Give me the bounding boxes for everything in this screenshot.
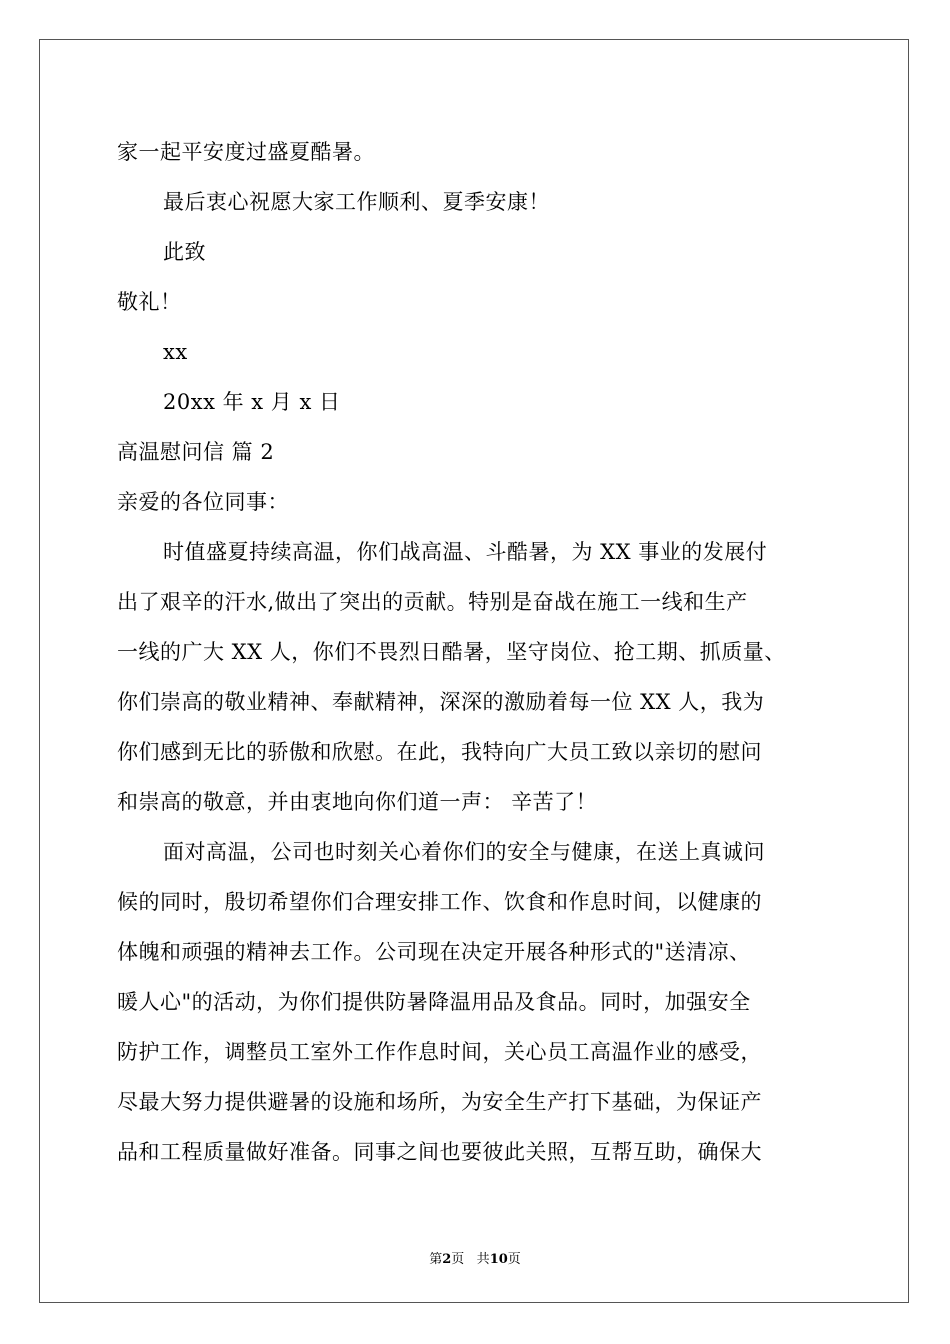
- text-line: 防护工作，调整员工室外工作作息时间，关心员工高温作业的感受，: [117, 1040, 762, 1064]
- text-line: 暖人心"的活动，为你们提供防暑降温用品及食品。同时，加强安全: [117, 990, 751, 1014]
- text-line: 你们感到无比的骄傲和欣慰。在此，我特向广大员工致以亲切的慰问: [117, 740, 762, 764]
- text-line: 尽最大努力提供避暑的设施和场所，为安全生产打下基础，为保证产: [117, 1090, 762, 1114]
- text-line: 出了艰辛的汗水,做出了突出的贡献。特别是奋战在施工一线和生产: [117, 590, 748, 614]
- section-heading: 高温慰问信 篇 2: [117, 440, 275, 464]
- page-suffix: 页: [451, 1252, 465, 1267]
- page-number: 2: [442, 1252, 452, 1267]
- page-footer: [0, 1248, 950, 1267]
- text-line: 品和工程质量做好准备。同事之间也要彼此关照，互帮互助，确保大: [117, 1140, 762, 1164]
- signature-date: 20xx 年 x 月 x 日: [163, 390, 341, 414]
- closing-regards: 敬礼！: [117, 290, 182, 314]
- text-line: 时值盛夏持续高温，你们战高温、斗酷暑，为 XX 事业的发展付: [163, 540, 768, 564]
- text-line: 最后衷心祝愿大家工作顺利、夏季安康！: [163, 190, 550, 214]
- text-line: 体魄和顽强的精神去工作。公司现在决定开展各种形式的"送清凉、: [117, 940, 751, 964]
- text-line: 面对高温，公司也时刻关心着你们的安全与健康，在送上真诚问: [163, 840, 765, 864]
- page-prefix: 第: [429, 1252, 443, 1267]
- letter-greeting: 亲爱的各位同事：: [117, 490, 289, 514]
- total-pages: 10: [489, 1252, 508, 1267]
- signature-name: xx: [163, 340, 188, 364]
- total-suffix: 页: [507, 1252, 521, 1267]
- text-line: 你们崇高的敬业精神、奉献精神，深深的激励着每一位 XX 人，我为: [117, 690, 765, 714]
- text-line: 候的同时，殷切希望你们合理安排工作、饮食和作息时间，以健康的: [117, 890, 762, 914]
- text-line: 和崇高的敬意，并由衷地向你们道一声： 辛苦了！: [117, 790, 598, 814]
- document-body: [117, 127, 857, 1177]
- total-prefix: 共: [476, 1252, 490, 1267]
- text-line: 一线的广大 XX 人，你们不畏烈日酷暑，坚守岗位、抢工期、抓质量、: [117, 640, 786, 664]
- text-line: 家一起平安度过盛夏酷暑。: [117, 140, 375, 164]
- closing-salutation: 此致: [163, 240, 206, 264]
